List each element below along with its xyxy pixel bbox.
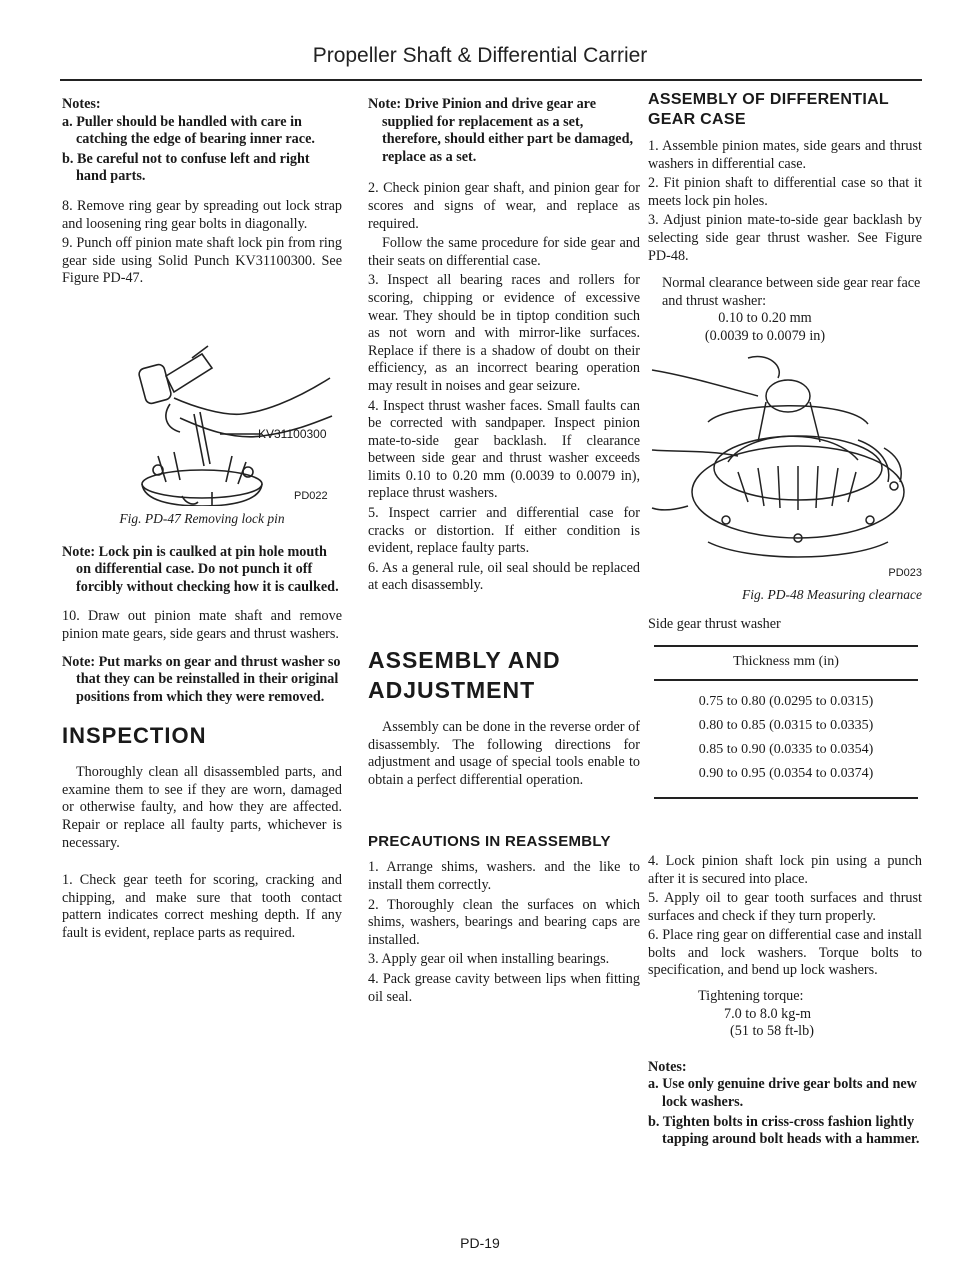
lock-pin-punch-illustration [62, 306, 342, 506]
inspection-step-3: 3. Inspect all bearing races and rollers for scoring, chipping or evidence of excessive wear. They should be in tiptop condition such as not worn and with mirror-like surfaces. Replace if there is a shadow of doubt on their efficiency, as an incorrect bearing operation may result in noises and gear seizure. [368, 272, 640, 394]
assembly-step-5: 5. Apply oil to gear tooth surfaces and thrust surfaces and check if they turn properly. [648, 890, 922, 924]
step-10: 10. Draw out pinion mate shaft and remove pinion mate gears, side gears and thrust washers. [62, 608, 342, 642]
figure-code: PD023 [888, 566, 922, 579]
precaution-4: 4. Pack grease cavity between lips when fitting oil seal. [368, 970, 640, 1005]
inspection-step-1: 1. Check gear teeth for scoring, cracking and chipping, and make sure that tooth contact pattern indicates correct meshing depth. If any fault is evident, replace parts as required. [62, 872, 342, 942]
inspection-heading: INSPECTION [62, 723, 207, 749]
inspection-intro: Thoroughly clean all disassembled parts, and examine them to see if they are worn, damaged or otherwise faulty, and how they are affected. Repair or replace all faulty parts, whichever is necessary. [62, 764, 342, 851]
step-9: 9. Punch off pinion mate shaft lock pin from ring gear side using Solid Punch KV31100300. See Figure PD-47. [62, 235, 342, 287]
assembly-heading: ASSEMBLY AND ADJUSTMENT [368, 647, 561, 704]
clearance-mm: 0.10 to 0.20 mm [718, 310, 812, 327]
figure-caption: Fig. PD-48 Measuring clearnace [742, 587, 922, 603]
page-title: Propeller Shaft & Differential Carrier [312, 44, 648, 67]
table-title: Side gear thrust washer [648, 615, 781, 632]
assembly-diff-heading: ASSEMBLY OF DIFFERENTIAL GEAR CASE [648, 91, 889, 128]
figure-pd-47 [62, 306, 342, 506]
precautions-heading: PRECAUTIONS IN REASSEMBLY [368, 833, 611, 851]
note-a: a. Puller should be handled with care in catching the edge of bearing inner race. [62, 113, 315, 148]
table-row: 0.80 to 0.85 (0.0315 to 0.0335) [698, 717, 874, 733]
tool-callout: KV31100300 [258, 426, 327, 441]
inspection-step-2b: Follow the same procedure for side gear and their seats on differential case. [368, 235, 640, 269]
table-header: Thickness mm (in) [654, 646, 918, 680]
note-b: b. Tighten bolts in criss-cross fashion lightly tapping around bolt heads with a hammer. [648, 1113, 920, 1148]
torque-label: Tightening torque: [698, 988, 804, 1005]
notes-heading: Notes: [648, 1058, 687, 1075]
precaution-1: 1. Arrange shims, washers. and the like to install them correctly. [368, 859, 640, 893]
figure-pd-48 [648, 352, 922, 567]
assembly-step-3: 3. Adjust pinion mate-to-side gear backlash by selecting side gear thrust washer. See Figure PD-48. [648, 212, 922, 264]
step-8: 8. Remove ring gear by spreading out lock strap and loosening ring gear bolts in diagonally. [62, 197, 342, 232]
precaution-3: 3. Apply gear oil when installing bearings. [368, 951, 610, 968]
note-lock-pin: Note: Lock pin is caulked at pin hole mouth on differential case. Do not punch it off forcibly without checking how it is caulked. [62, 543, 339, 595]
notes-heading: Notes: [62, 96, 101, 112]
column-2 [368, 96, 640, 1016]
inspection-step-6: 6. As a general rule, oil seal should be replaced at each disassembly. [368, 559, 640, 594]
inspection-step-2: 2. Check pinion gear shaft, and pinion gear for scores and signs of wear, and replace as required. [368, 180, 640, 232]
inspection-step-4: 4. Inspect thrust washer faces. Small faults can be corrected with sandpaper. Inspect pinion mate-to-side gear backlash. If clearance between side gear and thrust washer exceeds limits 0.10 to 0.20 mm (0.0039 to 0.0079 in), replace thrust washers. [368, 397, 640, 502]
table-row: 0.85 to 0.90 (0.0335 to 0.0354) [698, 741, 874, 757]
torque-kgm: 7.0 to 8.0 kg-m [724, 1005, 812, 1022]
table-row: 0.75 to 0.80 (0.0295 to 0.0315) [698, 693, 874, 709]
figure-caption: Fig. PD-47 Removing lock pin [119, 510, 285, 526]
figure-code: PD022 [294, 489, 328, 502]
note-a: a. Use only genuine drive gear bolts and new lock washers. [648, 1076, 917, 1111]
differential-case-illustration [648, 352, 922, 567]
thrust-washer-table [654, 645, 918, 799]
column-1 [62, 96, 342, 953]
assembly-step-1: 1. Assemble pinion mates, side gears and thrust washers in differential case. [648, 138, 922, 172]
column-3 [648, 91, 922, 1151]
torque-ftlb: (51 to 58 ft-lb) [730, 1023, 814, 1040]
clearance-label: Normal clearance between side gear rear face and thrust washer: [662, 275, 921, 309]
assembly-step-4: 4. Lock pinion shaft lock pin using a punch after it is secured into place. [648, 852, 922, 887]
note-drive-pinion: Note: Drive Pinion and drive gear are supplied for replacement as a set, therefore, should either part be damaged, replace as a set. [368, 96, 634, 165]
precaution-2: 2. Thoroughly clean the surfaces on which shims, washers, bearings and bearing caps are installed. [368, 896, 640, 948]
inspection-step-5: 5. Inspect carrier and differential case for cracks or distortion. If either condition is evident, replace faulty parts. [368, 505, 640, 557]
page-number: PD-19 [460, 1235, 500, 1251]
assembly-step-6: 6. Place ring gear on differential case and install bolts and lock washers. Torque bolts to specification, and bend up lock washers. [648, 927, 922, 979]
note-b: b. Be careful not to confuse left and right hand parts. [62, 150, 310, 185]
title-rule [60, 79, 922, 81]
assembly-step-2: 2. Fit pinion shaft to differential case so that it meets lock pin holes. [648, 175, 922, 209]
assembly-intro: Assembly can be done in the reverse order of disassembly. The following directions for adjustment and usage of special tools enable to obtain a perfect differential operation. [368, 719, 640, 788]
table-row: 0.90 to 0.95 (0.0354 to 0.0374) [654, 762, 918, 798]
note-marks: Note: Put marks on gear and thrust washer so that they can be reinstalled in their original positions from which they were removed. [62, 653, 341, 705]
clearance-in: (0.0039 to 0.0079 in) [704, 327, 826, 344]
